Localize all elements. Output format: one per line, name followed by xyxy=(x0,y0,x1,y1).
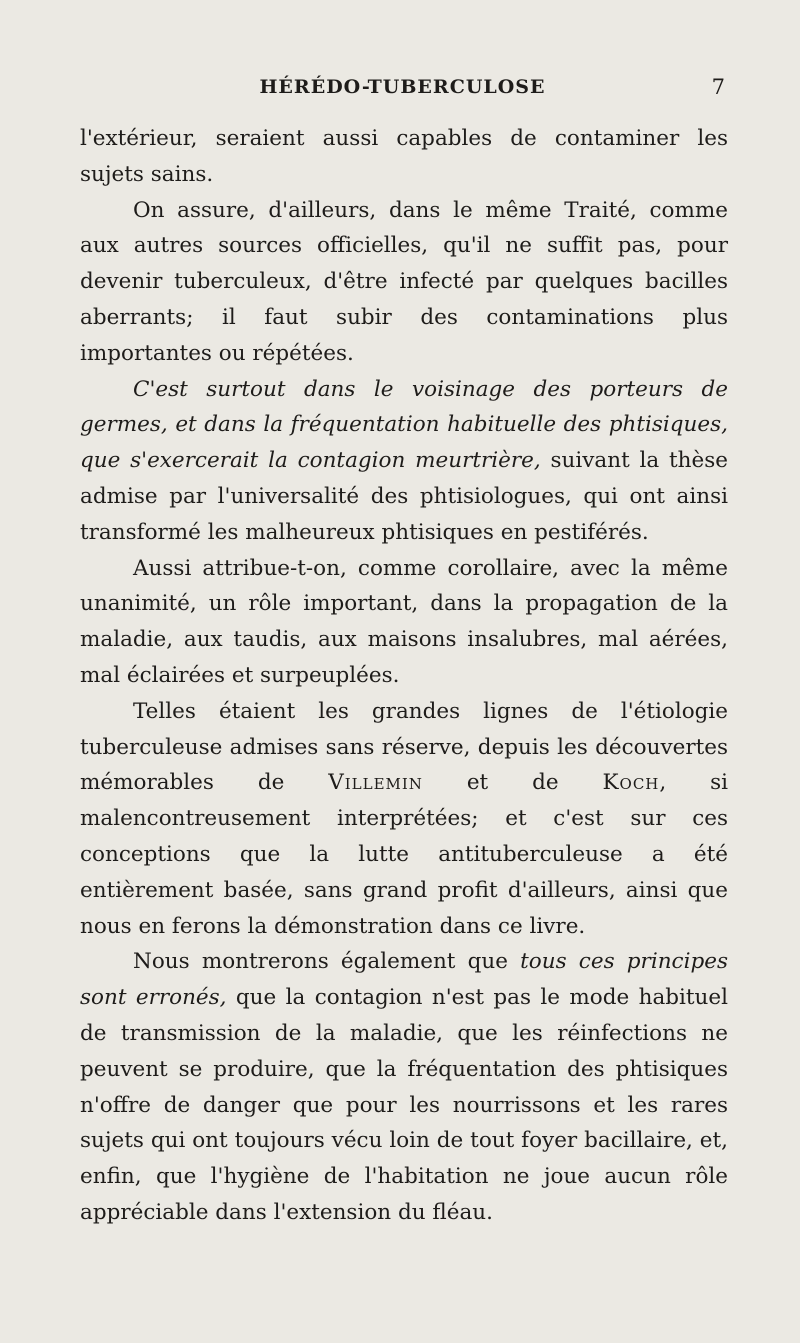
paragraph-5 xyxy=(80,694,728,945)
paragraph-1: l'extérieur, seraient aussi capables de contaminer les sujets sains. xyxy=(80,126,728,187)
author-name-koch: Koch xyxy=(602,770,660,796)
author-name-villemin: Villemin xyxy=(328,770,423,796)
paragraph-4: Aussi attribue-t-on, comme corollaire, avec la même unanimité, un rôle important, dans la propagation de la maladie, aux taudis, aux maisons insalubres, mal aérées, mal éclairées et surpeuplées. xyxy=(80,555,728,688)
running-title: HÉRÉDO-TUBERCULOSE xyxy=(259,76,546,98)
paragraph-6-part-b: que la contagion n'est pas le mode habituel de transmission de la maladie, que les réinfections ne peuvent se produire, que la fréquentation des phtisiques n'offre de danger que pour les nourrissons et les rares sujets qui ont toujours vécu loin de tout foyer bacillaire, et, enfin, que l'hygiène de l'habitation ne joue aucun rôle appréciable dans l'extension du fléau. xyxy=(80,985,729,1225)
paragraph-3 xyxy=(80,372,728,551)
paragraph-6-part-a: Nous montrerons également que xyxy=(133,949,521,975)
paragraph-5-part-c: , si malencontreusement interprétées; et c'est sur ces conceptions que la lutte antituberculeuse a été entièrement basée, sans grand profit d'ailleurs, ainsi que nous en ferons la démonstration dans ce livre. xyxy=(80,770,729,939)
paragraph-5-part-a: Telles étaient les grandes lignes de l'étiologie tuberculeuse admises sans réserve, depuis les découvertes mémorables de xyxy=(80,698,728,796)
page-number: 7 xyxy=(711,75,725,99)
running-head xyxy=(80,72,725,102)
paragraph-5-part-b: et de xyxy=(422,770,603,796)
paragraph-2: On assure, d'ailleurs, dans le même Traité, comme aux autres sources officielles, qu'il ne suffit pas, pour devenir tuberculeux, d'être infecté par quelques bacilles aberrants; il faut subir des contaminations plus importantes ou répétées. xyxy=(80,197,728,366)
paragraph-6-emphasis: tous ces principes sont erronés, xyxy=(80,949,728,1011)
paragraph-6 xyxy=(80,944,728,1230)
paragraph-3-rest: suivant la thèse admise par l'universalité des phtisiologues, qui ont ainsi transformé les malheureux phtisiques en pestiférés. xyxy=(80,448,728,545)
body-text xyxy=(80,121,728,1231)
paragraph-3-emphasis: C'est surtout dans le voisinage des porteurs de germes, et dans la fréquentation habituelle des phtisiques, que s'exercerait la contagion meurtrière, xyxy=(80,376,728,474)
